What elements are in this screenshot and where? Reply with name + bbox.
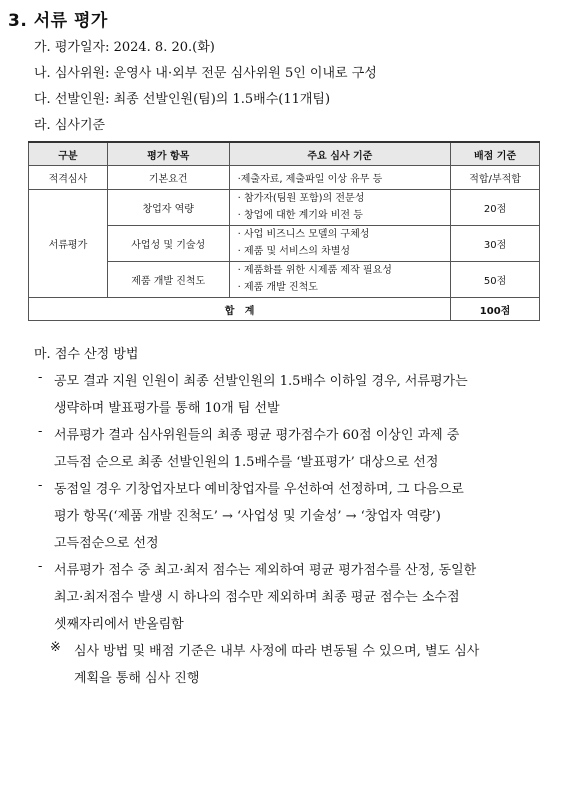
total-row [29, 298, 540, 321]
cell-item: 기본요건 [107, 166, 229, 190]
cell-criteria: ·제출자료, 제출파일 이상 유무 등 [229, 166, 451, 190]
cell-score: 20점 [451, 190, 540, 226]
cell-criteria [229, 226, 451, 262]
item-text: 심사위원: 운영사 내·외부 전문 심사위원 5인 이내로 구성 [54, 66, 377, 81]
item-criteria [34, 114, 105, 133]
note-line: 심사 방법 및 배점 기준은 내부 사정에 따라 변동될 수 있으며, 별도 심사 [74, 644, 480, 659]
cell-item: 사업성 및 기술성 [107, 226, 229, 262]
table-row [29, 166, 540, 190]
bullet-line: 생략하며 발표평가를 통해 10개 팀 선발 [54, 401, 280, 416]
cell-criteria [229, 262, 451, 298]
header-criteria: 주요 심사 기준 [229, 142, 451, 166]
cell-category: 적격심사 [29, 166, 108, 190]
criteria-line: · 창업에 대한 계기와 비전 등 [237, 210, 363, 221]
cell-item: 제품 개발 진척도 [107, 262, 229, 298]
cell-criteria [229, 190, 451, 226]
note-line: 계획을 통해 심사 진행 [74, 671, 200, 686]
bullet-line: 고득점 순으로 최종 선발인원의 1.5배수를 ‘발표평가’ 대상으로 선정 [54, 455, 439, 470]
item-judges [34, 62, 377, 81]
item-prefix: 가. [34, 40, 51, 55]
bullet-line: 평가 항목(‘제품 개발 진척도’ → ‘사업성 및 기술성’ → ‘창업자 역량’) [54, 509, 441, 524]
criteria-table [28, 141, 540, 321]
bullet-line: 공모 결과 지원 인원이 최종 선발인원의 1.5배수 이하일 경우, 서류평가는 [54, 374, 468, 389]
cell-score: 50점 [451, 262, 540, 298]
item-text: 평가일자: 2024. 8. 20.(화) [54, 40, 215, 55]
criteria-line: · 제품 개발 진척도 [237, 282, 318, 293]
bullet-line: 동점일 경우 기창업자보다 예비창업자를 우선하여 선정하며, 그 다음으로 [54, 482, 464, 497]
bullet-line: 최고·최저점수 발생 시 하나의 점수만 제외하며 최종 평균 점수는 소수점 [54, 590, 460, 605]
header-category: 구분 [29, 142, 108, 166]
table-row [29, 190, 540, 226]
table-header-row [29, 142, 540, 166]
total-label: 합 계 [29, 298, 451, 321]
item-prefix: 나. [34, 66, 51, 81]
cell-score: 적합/부적합 [451, 166, 540, 190]
criteria-line: · 제품화를 위한 시제품 제작 필요성 [237, 265, 392, 276]
bullet-line: 서류평가 점수 중 최고·최저 점수는 제외하여 평균 평가점수를 산정, 동일한 [54, 563, 477, 578]
note-mark: ※ [50, 640, 61, 655]
bullet-line: 고득점순으로 선정 [54, 536, 159, 551]
cell-item: 창업자 역량 [107, 190, 229, 226]
header-score: 배점 기준 [451, 142, 540, 166]
bullet-dash: - [38, 424, 43, 439]
bullet-dash: - [38, 559, 43, 574]
section-score-method: 마. 점수 산정 방법 [34, 347, 139, 362]
item-selection [34, 88, 330, 107]
criteria-line: · 참가자(팀원 포함)의 전문성 [237, 193, 365, 204]
criteria-line: · 사업 비즈니스 모델의 구체성 [237, 229, 370, 240]
section-heading: 3. 서류 평가 [8, 11, 108, 31]
cell-group: 서류평가 [29, 190, 108, 298]
bullet-line: 셋째자리에서 반올림함 [54, 617, 184, 632]
item-date [34, 36, 215, 55]
header-item: 평가 항목 [107, 142, 229, 166]
cell-score: 30점 [451, 226, 540, 262]
item-prefix: 다. [34, 92, 51, 107]
bullet-dash: - [38, 370, 43, 385]
bullet-line: 서류평가 결과 심사위원들의 최종 평균 평가점수가 60점 이상인 과제 중 [54, 428, 460, 443]
item-prefix: 라. [34, 118, 51, 133]
item-text: 선발인원: 최종 선발인원(팀)의 1.5배수(11개팀) [54, 92, 331, 107]
bullet-dash: - [38, 478, 43, 493]
item-text: 심사기준 [54, 118, 106, 133]
total-value: 100점 [451, 298, 540, 321]
criteria-line: · 제품 및 서비스의 차별성 [237, 246, 351, 257]
